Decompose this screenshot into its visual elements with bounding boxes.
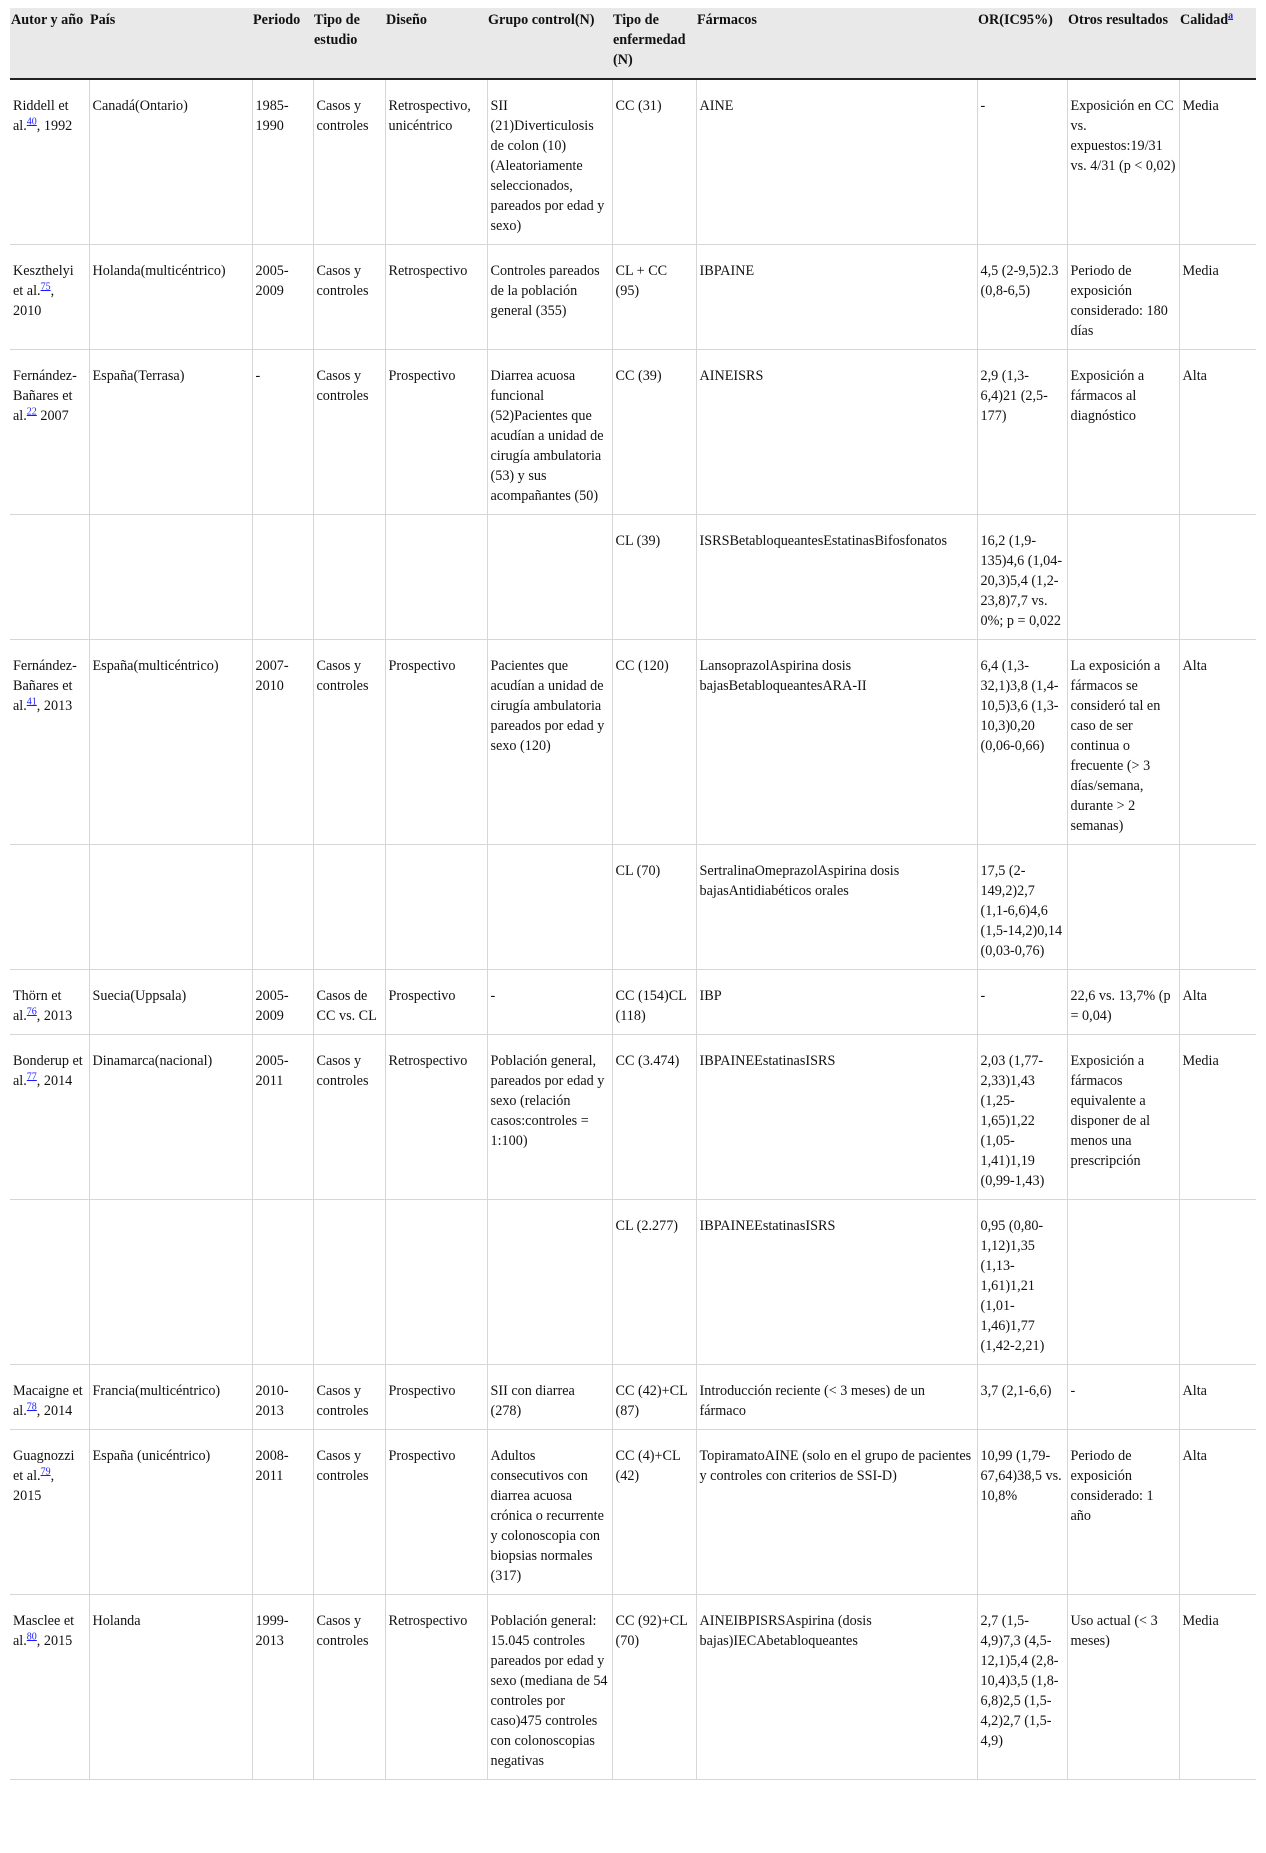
cell-otros [1067,845,1179,970]
cell-periodo: 2005-2011 [252,1035,313,1200]
cell-autor [10,1200,89,1365]
cell-pais [89,845,252,970]
cell-tipo-estudio: Casos y controles [313,1595,385,1780]
cell-grupo-control: Pacientes que acudían a unidad de cirugía ambulatoria pareados por edad y sexo (120) [487,640,612,845]
reference-link[interactable]: 80 [26,1631,37,1643]
table-row [10,1200,1256,1365]
cell-diseno: Prospectivo [385,1430,487,1595]
cell-or: 16,2 (1,9-135)4,6 (1,04-20,3)5,4 (1,2-23,8)7,7 vs. 0%; p = 0,022 [977,515,1067,640]
header-farmacos: Fármacos [696,8,977,79]
table-row [10,970,1256,1035]
cell-otros: - [1067,1365,1179,1430]
table-row [10,515,1256,640]
cell-tipo-enfermedad: CC (154)CL (118) [612,970,696,1035]
cell-calidad: Alta [1179,970,1256,1035]
cell-calidad: Media [1179,79,1256,245]
cell-otros: Exposición a fármacos al diagnóstico [1067,350,1179,515]
cell-otros: Exposición en CC vs. expuestos:19/31 vs. 4/31 (p < 0,02) [1067,79,1179,245]
reference-link[interactable]: 77 [26,1071,37,1083]
author-year: , 2014 [36,1403,73,1419]
cell-tipo-estudio: Casos y controles [313,245,385,350]
cell-tipo-enfermedad: CC (92)+CL (70) [612,1595,696,1780]
author-year: , 2014 [36,1073,73,1089]
cell-calidad: Media [1179,1595,1256,1780]
table-row [10,640,1256,845]
author-name: Fernández-Bañares et al. [13,658,77,714]
author-name: Masclee et al. [13,1613,75,1649]
cell-periodo [252,1200,313,1365]
cell-grupo-control: Controles pareados de la población general (355) [487,245,612,350]
cell-tipo-enfermedad: CC (31) [612,79,696,245]
cell-tipo-enfermedad: CC (120) [612,640,696,845]
cell-or: - [977,79,1067,245]
cell-autor [10,1365,89,1430]
cell-pais: Canadá(Ontario) [89,79,252,245]
cell-autor [10,1035,89,1200]
cell-tipo-enfermedad: CC (3.474) [612,1035,696,1200]
cell-farmacos: TopiramatoAINE (solo en el grupo de pacientes y controles con criterios de SSI-D) [696,1430,977,1595]
cell-tipo-estudio: Casos de CC vs. CL [313,970,385,1035]
cell-pais: Francia(multicéntrico) [89,1365,252,1430]
cell-tipo-enfermedad: CL (70) [612,845,696,970]
cell-pais: España(Terrasa) [89,350,252,515]
cell-grupo-control: SII con diarrea (278) [487,1365,612,1430]
reference-link[interactable]: 78 [26,1401,37,1413]
cell-pais: Dinamarca(nacional) [89,1035,252,1200]
cell-farmacos: IBPAINEEstatinasISRS [696,1035,977,1200]
cell-tipo-estudio [313,1200,385,1365]
author-year: , 2010 [13,283,55,319]
cell-periodo: 2005-2009 [252,245,313,350]
cell-pais: Suecia(Uppsala) [89,970,252,1035]
author-name: Fernández-Bañares et al. [13,368,77,424]
reference-link[interactable]: 76 [26,1006,37,1018]
cell-periodo: 2010-2013 [252,1365,313,1430]
cell-farmacos: IBP [696,970,977,1035]
cell-periodo [252,515,313,640]
cell-or: 10,99 (1,79-67,64)38,5 vs. 10,8% [977,1430,1067,1595]
calidad-footnote-link[interactable]: a [1228,10,1234,22]
cell-periodo: 1985-1990 [252,79,313,245]
cell-diseno [385,1200,487,1365]
cell-farmacos: LansoprazolAspirina dosis bajasBetabloqueantesARA-II [696,640,977,845]
cell-autor [10,515,89,640]
cell-diseno: Prospectivo [385,1365,487,1430]
cell-tipo-estudio [313,845,385,970]
cell-otros: Periodo de exposición considerado: 180 días [1067,245,1179,350]
author-year: 2007 [36,408,69,424]
cell-grupo-control: - [487,970,612,1035]
author-name: Keszthelyi et al. [13,263,74,299]
cell-tipo-estudio: Casos y controles [313,1035,385,1200]
author-year: , 2013 [36,1008,73,1024]
table-row [10,1595,1256,1780]
table-row [10,845,1256,970]
cell-diseno [385,845,487,970]
cell-pais: España (unicéntrico) [89,1430,252,1595]
cell-tipo-estudio: Casos y controles [313,350,385,515]
cell-farmacos: Introducción reciente (< 3 meses) de un fármaco [696,1365,977,1430]
cell-farmacos: IBPAINE [696,245,977,350]
cell-or: 4,5 (2-9,5)2.3 (0,8-6,5) [977,245,1067,350]
author-year: , 2015 [13,1468,55,1504]
author-year: , 2013 [36,698,73,714]
cell-grupo-control: Diarrea acuosa funcional (52)Pacientes que acudían a unidad de cirugía ambulatoria (53) y sus acompañantes (50) [487,350,612,515]
cell-grupo-control [487,1200,612,1365]
cell-calidad [1179,845,1256,970]
header-periodo: Periodo [252,8,313,79]
cell-otros: Exposición a fármacos equivalente a disponer de al menos una prescripción [1067,1035,1179,1200]
table-row [10,350,1256,515]
cell-tipo-enfermedad: CL + CC (95) [612,245,696,350]
header-tipo-enfermedad: Tipo de enfermedad (N) [612,8,696,79]
cell-autor [10,640,89,845]
cell-farmacos: ISRSBetabloqueantesEstatinasBifosfonatos [696,515,977,640]
header-tipo-estudio: Tipo de estudio [313,8,385,79]
cell-diseno: Retrospectivo [385,1595,487,1780]
cell-otros [1067,1200,1179,1365]
cell-autor [10,1595,89,1780]
cell-tipo-enfermedad: CC (4)+CL (42) [612,1430,696,1595]
cell-diseno: Prospectivo [385,640,487,845]
cell-calidad: Alta [1179,640,1256,845]
cell-grupo-control: Población general: 15.045 controles pareados por edad y sexo (mediana de 54 controles por caso)475 controles con colonoscopias negativas [487,1595,612,1780]
cell-grupo-control [487,845,612,970]
reference-link[interactable]: 22 [26,406,37,418]
header-otros: Otros resultados [1067,8,1179,79]
cell-or: 6,4 (1,3-32,1)3,8 (1,4-10,5)3,6 (1,3-10,3)0,20 (0,06-0,66) [977,640,1067,845]
table-row [10,1035,1256,1200]
cell-diseno: Retrospectivo [385,245,487,350]
reference-link[interactable]: 40 [26,116,37,128]
cell-otros: 22,6 vs. 13,7% (p = 0,04) [1067,970,1179,1035]
cell-or: 2,7 (1,5-4,9)7,3 (4,5-12,1)5,4 (2,8-10,4)3,5 (1,8-6,8)2,5 (1,5-4,2)2,7 (1,5-4,9) [977,1595,1067,1780]
author-year: , 1992 [36,118,73,134]
table-body [10,79,1256,1780]
cell-pais [89,515,252,640]
cell-pais [89,1200,252,1365]
cell-calidad [1179,1200,1256,1365]
cell-farmacos: AINEIBPISRSAspirina (dosis bajas)IECAbetabloqueantes [696,1595,977,1780]
cell-tipo-enfermedad: CL (39) [612,515,696,640]
cell-autor [10,1430,89,1595]
cell-pais: España(multicéntrico) [89,640,252,845]
header-calidad-label: Calidad [1180,12,1229,28]
header-diseno: Diseño [385,8,487,79]
author-year: , 2015 [36,1633,73,1649]
cell-calidad: Media [1179,1035,1256,1200]
header-or: OR(IC95%) [977,8,1067,79]
cell-diseno: Retrospectivo [385,1035,487,1200]
header-pais: País [89,8,252,79]
table-row [10,1365,1256,1430]
cell-diseno: Retrospectivo, unicéntrico [385,79,487,245]
header-grupo-control: Grupo control(N) [487,8,612,79]
cell-or: 2,03 (1,77-2,33)1,43 (1,25-1,65)1,22 (1,05-1,41)1,19 (0,99-1,43) [977,1035,1067,1200]
cell-farmacos: AINE [696,79,977,245]
cell-grupo-control: Adultos consecutivos con diarrea acuosa crónica o recurrente y colonoscopia con biopsias normales (317) [487,1430,612,1595]
cell-autor [10,970,89,1035]
cell-or: 2,9 (1,3-6,4)21 (2,5-177) [977,350,1067,515]
cell-calidad: Alta [1179,1430,1256,1595]
cell-tipo-enfermedad: CC (42)+CL (87) [612,1365,696,1430]
cell-periodo: 2007-2010 [252,640,313,845]
cell-tipo-estudio: Casos y controles [313,79,385,245]
cell-tipo-estudio: Casos y controles [313,1430,385,1595]
cell-pais: Holanda [89,1595,252,1780]
cell-tipo-estudio: Casos y controles [313,1365,385,1430]
cell-calidad: Alta [1179,1365,1256,1430]
cell-calidad: Media [1179,245,1256,350]
cell-tipo-enfermedad: CC (39) [612,350,696,515]
author-name: Guagnozzi et al. [13,1448,75,1484]
author-name: Riddell et al. [13,98,69,134]
header-calidad [1179,8,1256,79]
table-row [10,245,1256,350]
cell-calidad: Alta [1179,350,1256,515]
reference-link[interactable]: 79 [40,1466,51,1478]
cell-otros: Uso actual (< 3 meses) [1067,1595,1179,1780]
cell-periodo: 2008-2011 [252,1430,313,1595]
cell-farmacos: AINEISRS [696,350,977,515]
cell-periodo [252,845,313,970]
cell-or: - [977,970,1067,1035]
cell-otros: La exposición a fármacos se consideró tal en caso de ser continua o frecuente (> 3 días/semana, durante > 2 semanas) [1067,640,1179,845]
cell-or: 17,5 (2-149,2)2,7 (1,1-6,6)4,6 (1,5-14,2)0,14 (0,03-0,76) [977,845,1067,970]
author-name: Bonderup et al. [13,1053,83,1089]
cell-grupo-control [487,515,612,640]
cell-autor [10,245,89,350]
cell-diseno [385,515,487,640]
cell-grupo-control: SII (21)Diverticulosis de colon (10) (Aleatoriamente seleccionados, pareados por edad y sexo) [487,79,612,245]
author-name: Thörn et al. [13,988,62,1024]
studies-table [10,8,1256,1780]
table-row [10,79,1256,245]
cell-farmacos: SertralinaOmeprazolAspirina dosis bajasAntidiabéticos orales [696,845,977,970]
reference-link[interactable]: 41 [26,696,37,708]
cell-autor [10,79,89,245]
cell-periodo: 2005-2009 [252,970,313,1035]
cell-farmacos: IBPAINEEstatinasISRS [696,1200,977,1365]
cell-periodo: 1999-2013 [252,1595,313,1780]
cell-autor [10,845,89,970]
cell-tipo-enfermedad: CL (2.277) [612,1200,696,1365]
cell-otros: Periodo de exposición considerado: 1 año [1067,1430,1179,1595]
cell-otros [1067,515,1179,640]
cell-grupo-control: Población general, pareados por edad y sexo (relación casos:controles = 1:100) [487,1035,612,1200]
cell-diseno: Prospectivo [385,350,487,515]
cell-diseno: Prospectivo [385,970,487,1035]
cell-periodo: - [252,350,313,515]
reference-link[interactable]: 75 [40,281,51,293]
header-autor: Autor y año [10,8,89,79]
cell-or: 3,7 (2,1-6,6) [977,1365,1067,1430]
cell-calidad [1179,515,1256,640]
cell-autor [10,350,89,515]
header-row [10,8,1256,79]
author-name: Macaigne et al. [13,1383,83,1419]
cell-tipo-estudio: Casos y controles [313,640,385,845]
cell-tipo-estudio [313,515,385,640]
table-row [10,1430,1256,1595]
cell-or: 0,95 (0,80-1,12)1,35 (1,13-1,61)1,21 (1,01-1,46)1,77 (1,42-2,21) [977,1200,1067,1365]
cell-pais: Holanda(multicéntrico) [89,245,252,350]
